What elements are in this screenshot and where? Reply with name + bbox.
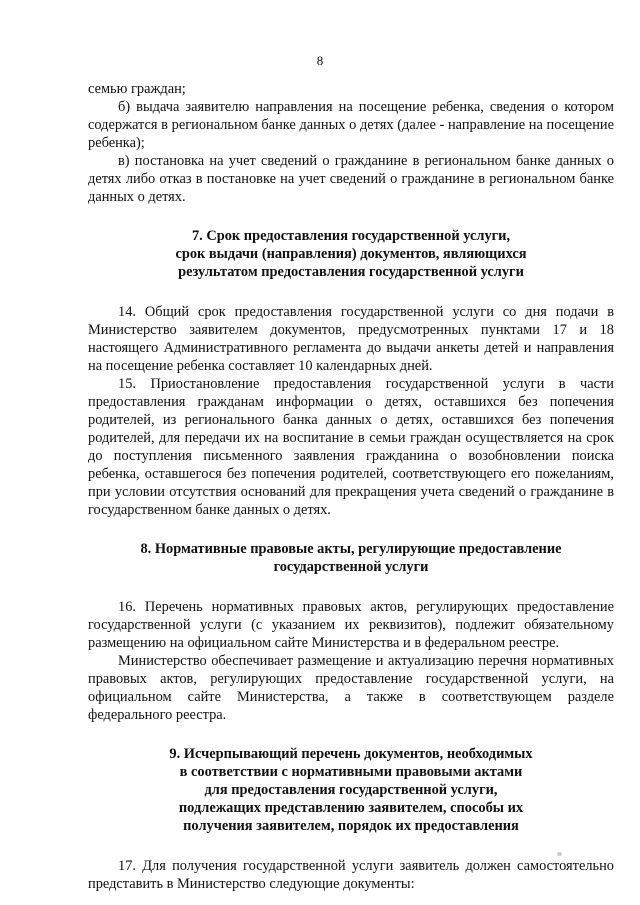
heading-line: государственной услуги <box>273 559 429 575</box>
section-7-heading <box>88 227 614 281</box>
paragraph-14: 14. Общий срок предоставления государственной услуги со дня подачи в Министерство заявителем документов, предусмотренных пунктами 17 и 18 настоящего Административного регламента до выдачи анкеты детей и направления на посещение ребенка составляет 10 календарных дней. <box>88 304 614 374</box>
heading-line: срок выдачи (направления) документов, являющихся <box>175 246 527 262</box>
heading-line: подлежащих представлению заявителем, способы их <box>178 800 524 816</box>
heading-line: результатом предоставления государственной услуги <box>178 264 524 280</box>
heading-line: 7. Срок предоставления государственной услуги, <box>191 228 511 244</box>
paragraph-16-continued: Министерство обеспечивает размещение и актуализацию перечня нормативных правовых актов, регулирующих предоставление государственной услуги, на официальном сайте Министерства, а также в соответствующем разделе федерального реестра. <box>88 653 614 723</box>
page-number: 8 <box>316 53 324 68</box>
paragraph-fragment: семью граждан; <box>88 81 186 97</box>
section-8-heading <box>88 540 614 576</box>
paragraph-16: 16. Перечень нормативных правовых актов, регулирующих предоставление государственной услуги (с указанием их реквизитов), подлежит обязательному размещению на официальном сайте Министерства и в федеральном реестре. <box>88 599 614 651</box>
heading-line: 8. Нормативные правовые акты, регулирующие предоставление <box>140 541 562 557</box>
heading-line: для предоставления государственной услуги, <box>204 782 498 798</box>
list-item-v: в) постановка на учет сведений о гражданине в региональном банке данных о детях либо отказ в постановке на учет сведений о гражданине в региональном банке данных о детях. <box>88 153 614 205</box>
section-9-heading <box>88 745 614 835</box>
list-item-b: б) выдача заявителю направления на посещение ребенка, сведения о котором содержатся в региональном банке данных о детях (далее - направление на посещение ребенка); <box>88 99 614 151</box>
heading-line: получения заявителем, порядок их предоставления <box>183 818 519 834</box>
heading-line: 9. Исчерпывающий перечень документов, необходимых <box>169 746 533 762</box>
paragraph-17: 17. Для получения государственной услуги заявитель должен самостоятельно представить в Министерство следующие документы: <box>88 858 614 892</box>
document-body <box>88 80 614 893</box>
paragraph-15: 15. Приостановление предоставления государственной услуги в части предоставления гражданам информации о детях, оставшихся без попечения родителей, из регионального банка данных о детях, оставшихся без попечения родителей, для передачи их на воспитание в семьи граждан осуществляется на срок до поступления письменного заявления гражданина о возобновлении поиска ребенка, оставшегося без попечения родителей, соответствующего его пожеланиям, при условии отсутствия оснований для прекращения учета сведений о гражданине в государственном банке данных о детях. <box>88 376 614 518</box>
heading-line: в соответствии с нормативными правовыми актами <box>179 764 523 780</box>
scan-speck <box>557 852 562 856</box>
